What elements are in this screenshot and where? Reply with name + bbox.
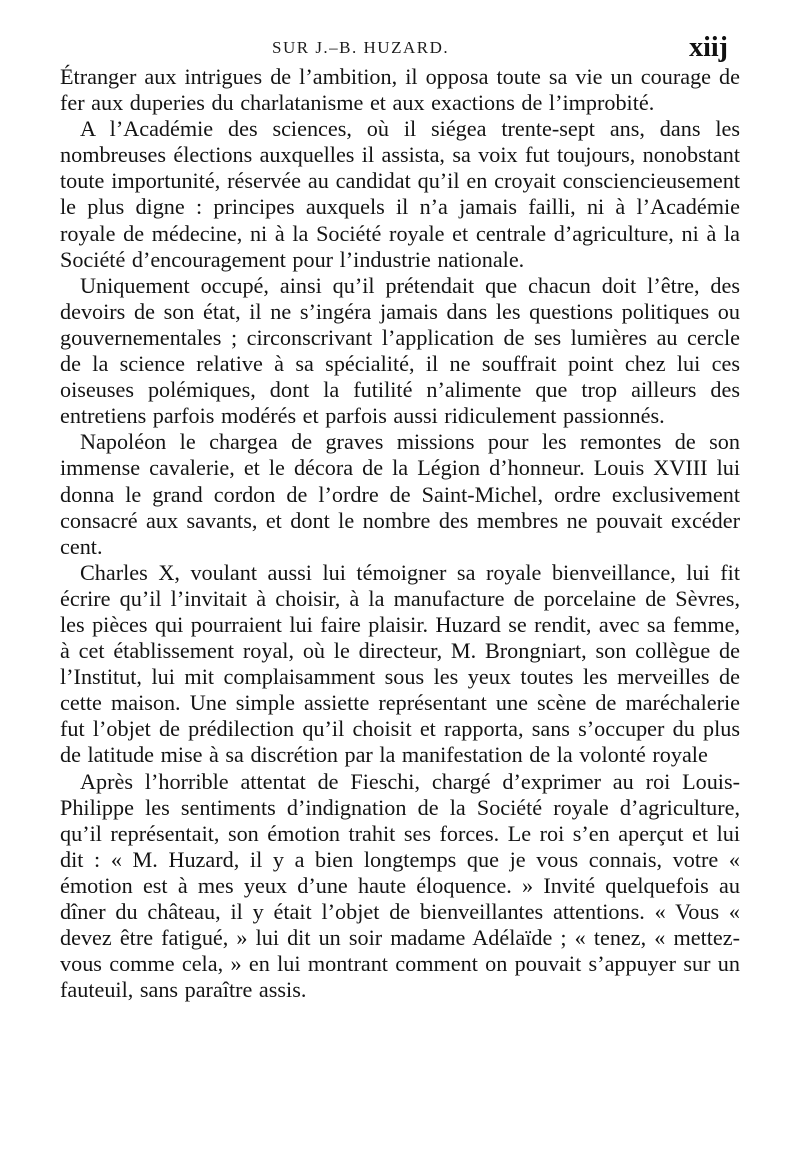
- paragraph-occupe: Uniquement occupé, ainsi qu’il prétendait que chacun doit l’être, des devoirs de son état, il ne s’ingéra jamais dans les questions politiques ou gouvernementales ; circonscrivant l’application de ses lumières au cercle de la science relative à sa spécialité, il ne souffrait point chez lui ces oiseuses polémiques, dont la futilité n’alimente que trop ailleurs des entretiens parfois modérés et parfois aussi ridiculement passionnés.: [60, 272, 740, 429]
- paragraph-napoleon: Napoléon le chargea de graves missions pour les remontes de son immense cavalerie, et le décora de la Légion d’honneur. Louis XVIII lui donna le grand cordon de l’ordre de Saint-Michel, ordre exclusivement consacré aux savants, et dont le nombre des membres ne pouvait excéder cent.: [60, 429, 740, 559]
- paragraph-ambition: Étranger aux intrigues de l’ambition, il opposa toute sa vie un courage de fer aux duperies du charlatanisme et aux exactions de l’improbité.: [60, 64, 740, 116]
- paragraph-academie: A l’Académie des sciences, où il siégea trente-sept ans, dans les nombreuses élections auxquelles il assista, sa voix fut toujours, nonobstant toute importunité, réservée au candidat qu’il en croyait consciencieusement le plus digne : principes auxquels il n’a jamais failli, ni à l’Académie royale de médecine, ni à la Société royale et centrale d’agriculture, ni à la Société d’encouragement pour l’industrie nationale.: [60, 116, 740, 272]
- body-text: [60, 64, 740, 1003]
- paragraph-charles-x: Charles X, voulant aussi lui témoigner sa royale bienveillance, lui fit écrire qu’il l’invitait à choisir, à la manufacture de porcelaine de Sèvres, les pièces qui pourraient lui faire plaisir. Huzard se rendit, avec sa femme, à cet établissement royal, où le directeur, M. Brongniart, son collègue de l’Institut, lui mit complaisamment sous les yeux toutes les merveilles de cette maison. Une simple assiette représentant une scène de maréchalerie fut l’objet de prédilection qu’il choisit et rapporta, sans s’occuper du plus de latitude mise à sa discrétion par la manifestation de la volonté royale: [60, 559, 740, 768]
- page-number: xiij: [689, 32, 728, 63]
- page-header: [0, 34, 800, 64]
- running-title: SUR J.–B. HUZARD.: [272, 38, 450, 57]
- paragraph-fieschi: Après l’horrible attentat de Fieschi, chargé d’exprimer au roi Louis-Philippe les sentiments d’indignation de la Société royale d’agriculture, qu’il représentait, son émotion trahit ses forces. Le roi s’en aperçut et lui dit : « M. Huzard, il y a bien longtemps que je vous connais, votre « émotion est à mes yeux d’une haute éloquence. » Invité quelquefois au dîner du château, il y était l’objet de bienveillantes attentions. « Vous « devez être fatigué, » lui dit un soir madame Adélaïde ; « tenez, « mettez-vous comme cela, » en lui montrant comment on pouvait s’appuyer sur un fauteuil, sans paraître assis.: [60, 768, 740, 1003]
